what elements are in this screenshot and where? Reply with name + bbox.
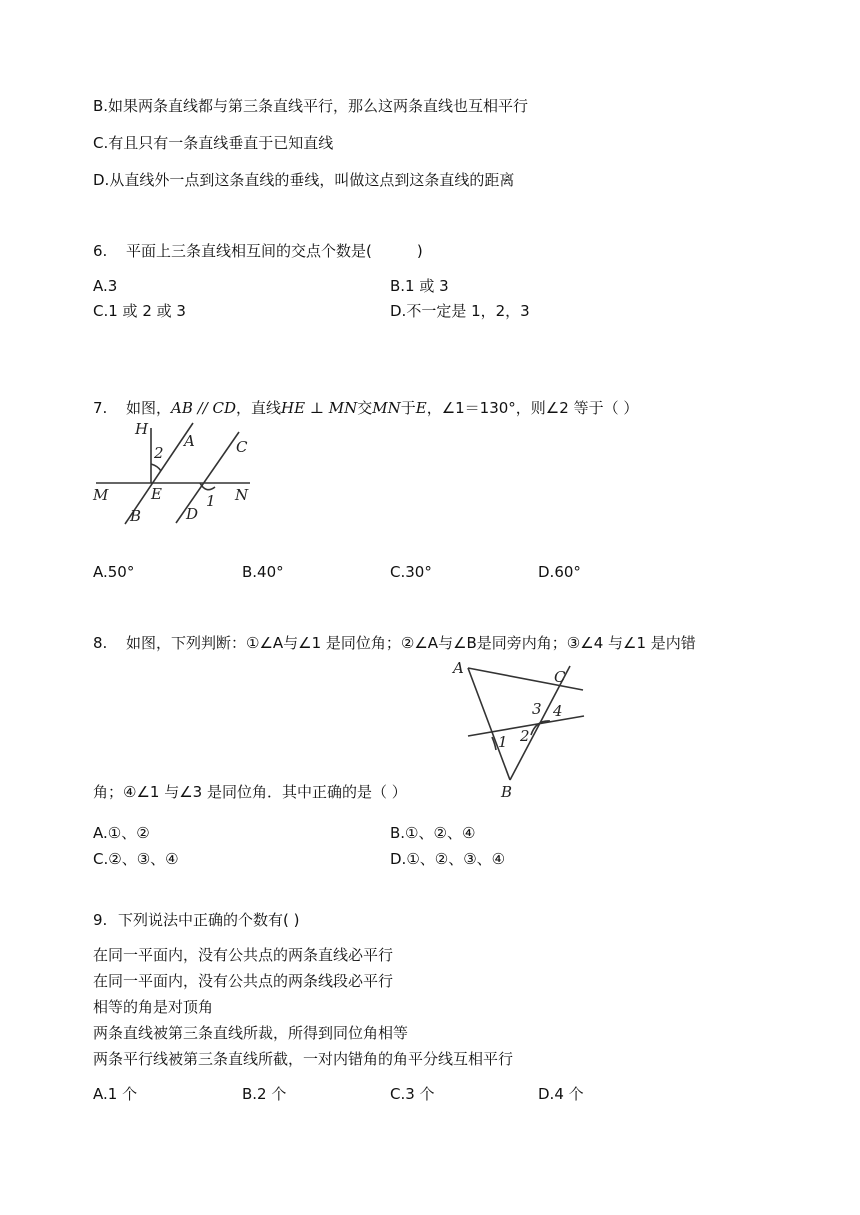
q7-math-e: E <box>415 399 427 417</box>
q7-label-1: 1 <box>206 492 216 510</box>
q8-label-b: B <box>501 783 513 801</box>
q8-line-a-b <box>468 668 510 780</box>
q7-stem <box>126 398 638 418</box>
q7-label-h: H <box>135 420 149 438</box>
q7-option-c: C.30° <box>390 563 432 581</box>
q9-number: 9. <box>93 911 108 929</box>
q9-statement-5: 两条平行线被第三条直线所截，一对内错角的角平分线互相平行 <box>93 1050 514 1068</box>
q7-label-m: M <box>93 486 109 504</box>
q8-option-a: A.①、② <box>93 824 150 842</box>
q8-number: 8. <box>93 634 108 652</box>
q8-label-a: A <box>453 659 464 677</box>
q7-stem-text-4: 于 <box>400 399 416 417</box>
q7-stem-text-2: ，直线 <box>236 399 282 417</box>
q9-option-d: D.4 个 <box>538 1085 584 1103</box>
q9-statement-1: 在同一平面内，没有公共点的两条直线必平行 <box>93 946 394 964</box>
q9-statement-4: 两条直线被第三条直线所裁，所得到同位角相等 <box>93 1024 409 1042</box>
q7-figure <box>88 416 260 528</box>
q8-label-2: 2 <box>520 727 530 745</box>
q7-math-mn: MN <box>372 399 401 417</box>
q7-label-c: C <box>236 438 248 456</box>
q8-stem-line-1: 如图，下列判断：①∠A与∠1 是同位角；②∠A与∠B是同旁内角；③∠4 与∠1 是内错 <box>126 634 696 652</box>
q9-statement-3: 相等的角是对顶角 <box>93 998 214 1016</box>
q9-stem: 下列说法中正确的个数有( ) <box>118 911 300 929</box>
q9-option-c: C.3 个 <box>390 1085 435 1103</box>
q7-stem-text-5: ，∠1＝130°，则∠2 等于（ ） <box>426 399 639 417</box>
q8-stem-line-2: 角；④∠1 与∠3 是同位角．其中正确的是（ ） <box>93 783 407 801</box>
q5-option-b: B.如果两条直线都与第三条直线平行，那么这两条直线也互相平行 <box>93 97 529 115</box>
q7-number: 7. <box>93 399 108 417</box>
q8-option-c: C.②、③、④ <box>93 850 179 868</box>
q5-option-d: D.从直线外一点到这条直线的垂线，叫做这点到这条直线的距离 <box>93 171 515 189</box>
q7-option-b: B.40° <box>242 563 284 581</box>
q7-option-d: D.60° <box>538 563 581 581</box>
q8-label-4: 4 <box>553 702 563 720</box>
q8-label-c: C <box>554 668 566 686</box>
q7-math-he-mn: HE ⊥ MN <box>281 399 358 417</box>
q6-number: 6. <box>93 242 108 260</box>
q8-label-3: 3 <box>532 700 542 718</box>
q9-option-b: B.2 个 <box>242 1085 287 1103</box>
q8-label-1: 1 <box>498 733 508 751</box>
q7-stem-text-1: 如图， <box>126 399 172 417</box>
q7-label-2: 2 <box>154 444 164 462</box>
q7-label-e: E <box>151 485 162 503</box>
q7-stem-text-3: 交 <box>357 399 373 417</box>
q6-option-b: B.1 或 3 <box>390 277 449 295</box>
q8-option-d: D.①、②、③、④ <box>390 850 506 868</box>
q8-line-a-c <box>468 668 583 690</box>
q9-option-a: A.1 个 <box>93 1085 138 1103</box>
q7-label-a: A <box>184 432 195 450</box>
q7-label-n: N <box>235 486 249 504</box>
q9-statement-2: 在同一平面内，没有公共点的两条线段必平行 <box>93 972 394 990</box>
q7-option-a: A.50° <box>93 563 135 581</box>
q7-angle-2-arc <box>151 464 161 471</box>
q8-figure <box>448 654 588 802</box>
q6-option-a: A.3 <box>93 277 118 295</box>
q6-option-d: D.不一定是 1，2，3 <box>390 302 530 320</box>
q7-label-b: B <box>130 507 142 525</box>
q5-option-c: C.有且只有一条直线垂直于已知直线 <box>93 134 334 152</box>
q7-label-d: D <box>186 505 199 523</box>
q7-math-ab-cd: AB // CD <box>171 399 237 417</box>
q8-option-b: B.①、②、④ <box>390 824 476 842</box>
q6-stem: 平面上三条直线相互间的交点个数是( ) <box>126 242 423 260</box>
q6-option-c: C.1 或 2 或 3 <box>93 302 186 320</box>
